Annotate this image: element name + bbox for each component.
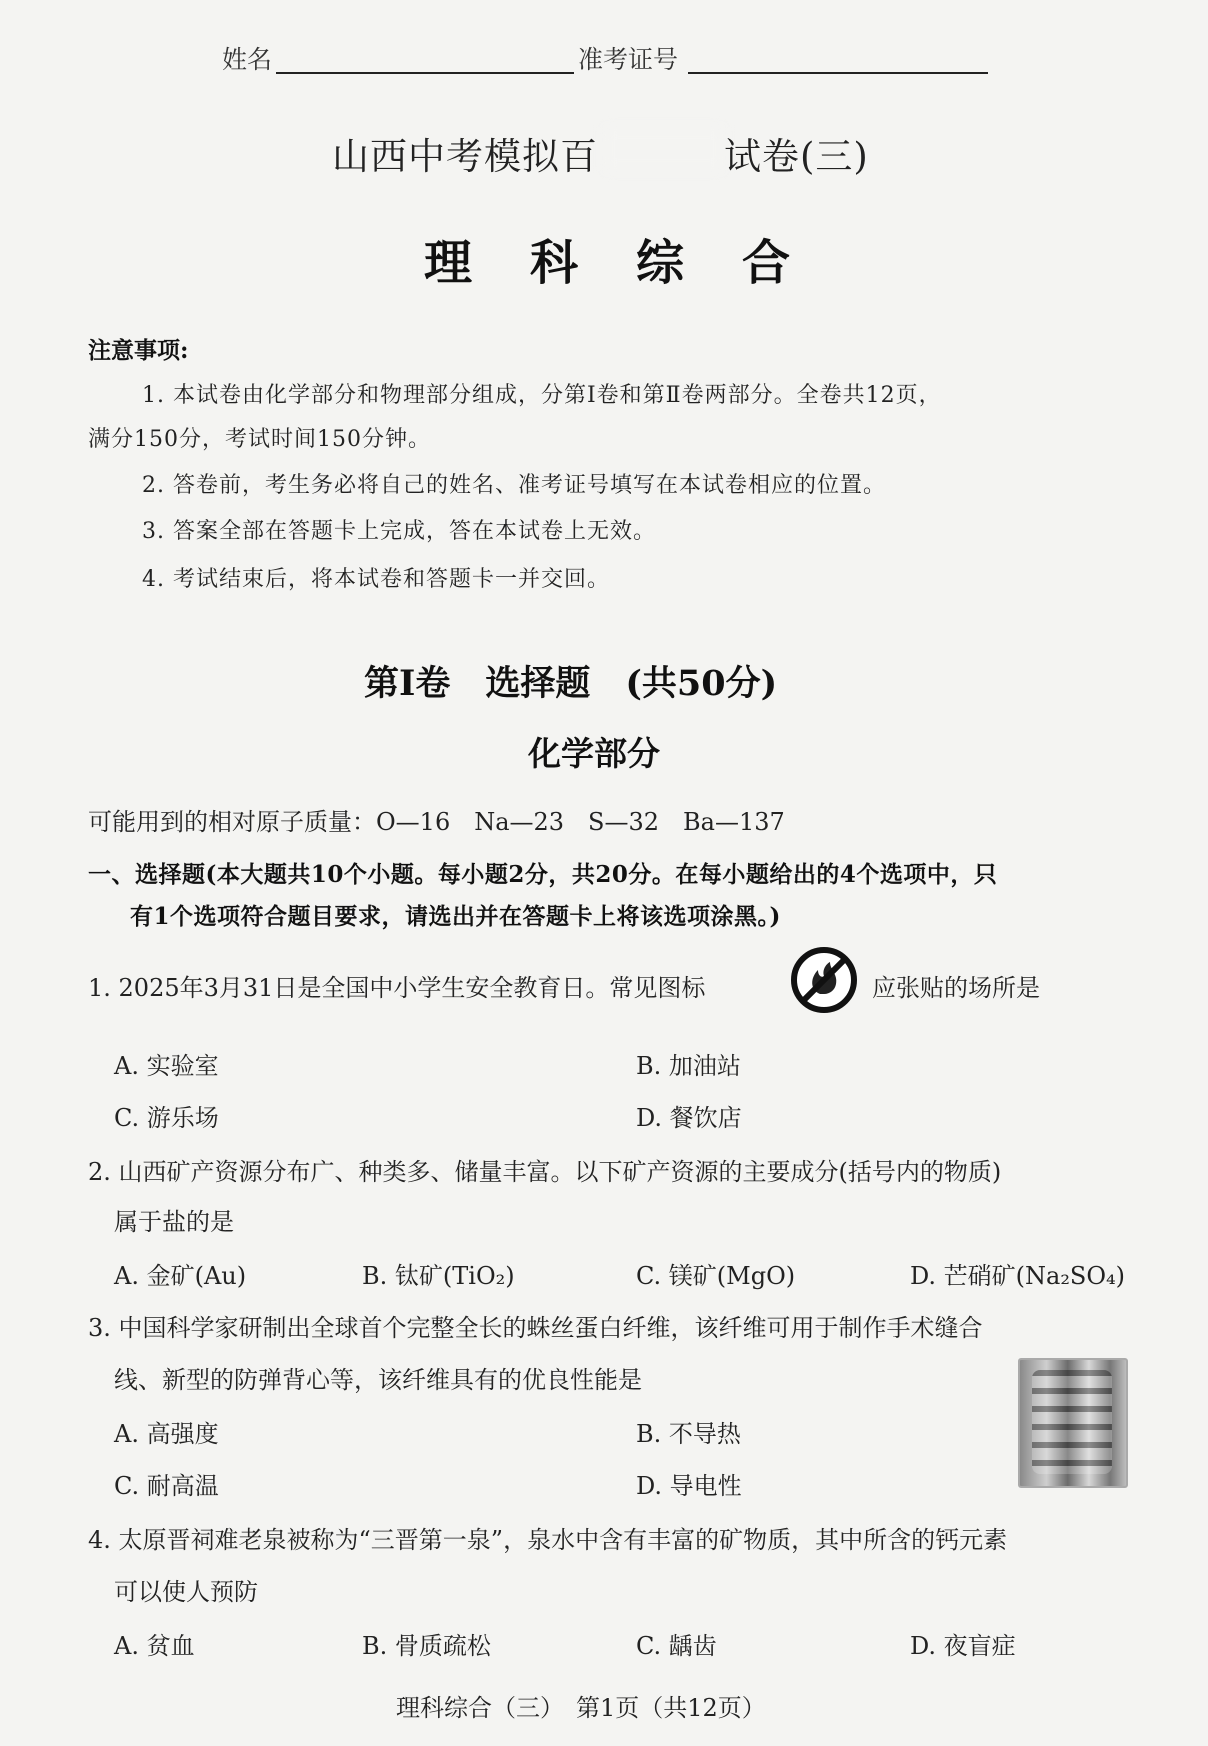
question-1-option-a[interactable]: A. 实验室 [114,1052,219,1080]
note-item: 2. 答卷前，考生务必将自己的姓名、准考证号填写在本试卷相应的位置。 [142,473,886,498]
note-item: 3. 答案全部在答题卡上完成，答在本试卷上无效。 [142,519,656,544]
section-title: 第Ⅰ卷 选择题 (共50分) [364,663,778,704]
exam-id-label: 准考证号 [578,45,679,74]
name-label: 姓名 [222,45,273,74]
page-footer: 理科综合（三） 第1页（共12页） [396,1694,766,1722]
note-item: 4. 考试结束后，将本试卷和答题卡一并交回。 [142,567,610,592]
note-item: 满分150分，考试时间150分钟。 [88,427,431,452]
question-4-stem: 4. 太原晋祠难老泉被称为“三晋第一泉”，泉水中含有丰富的矿物质，其中所含的钙元素 [88,1526,1008,1554]
question-3-option-b[interactable]: B. 不导热 [636,1420,741,1448]
question-4-stem-cont: 可以使人预防 [114,1578,258,1606]
blurred-title-region [604,128,724,170]
exam-title-right: 试卷(三) [724,135,869,178]
question-3-option-d[interactable]: D. 导电性 [636,1472,742,1500]
exam-id-field-line[interactable] [688,72,988,74]
question-4-option-a[interactable]: A. 贫血 [114,1632,195,1660]
question-4-option-b[interactable]: B. 骨质疏松 [362,1632,491,1660]
question-4-option-c[interactable]: C. 龋齿 [636,1632,717,1660]
question-1-stem-end: 应张贴的场所是 [872,974,1040,1002]
question-3-option-a[interactable]: A. 高强度 [114,1420,219,1448]
section-subtitle: 化学部分 [528,734,660,773]
question-2-option-c[interactable]: C. 镁矿(MgO) [636,1262,796,1290]
question-2-stem-cont: 属于盐的是 [114,1208,234,1236]
question-2-stem: 2. 山西矿产资源分布广、种类多、储量丰富。以下矿产资源的主要成分(括号内的物质) [88,1158,1002,1186]
note-item: 1. 本试卷由化学部分和物理部分组成，分第Ⅰ卷和第Ⅱ卷两部分。全卷共12页， [142,383,942,408]
exam-title-left: 山西中考模拟百 [332,135,598,178]
no-fire-sign-icon [790,946,858,1014]
notes-heading: 注意事项: [88,337,189,364]
question-1-option-d[interactable]: D. 餐饮店 [636,1104,742,1132]
question-2-option-b[interactable]: B. 钛矿(TiO₂) [362,1262,515,1290]
subject-title: 理科综合 [424,235,849,291]
atomic-mass-line: 可能用到的相对原子质量：O—16 Na—23 S—32 Ba—137 [88,808,785,836]
fiber-spools-detail [1032,1370,1112,1474]
name-field-line[interactable] [276,72,574,74]
instructions-line-2: 有1个选项符合题目要求，请选出并在答题卡上将该选项涂黑。) [130,903,781,930]
question-1-option-c[interactable]: C. 游乐场 [114,1104,219,1132]
question-3-option-c[interactable]: C. 耐高温 [114,1472,219,1500]
instructions-line-1: 一、选择题(本大题共10个小题。每小题2分，共20分。在每小题给出的4个选项中，只 [88,861,998,888]
question-3-stem: 3. 中国科学家研制出全球首个完整全长的蛛丝蛋白纤维，该纤维可用于制作手术缝合 [88,1314,983,1342]
question-3-stem-cont: 线、新型的防弹背心等，该纤维具有的优良性能是 [114,1366,642,1394]
question-4-option-d[interactable]: D. 夜盲症 [910,1632,1016,1660]
question-2-option-d[interactable]: D. 芒硝矿(Na₂SO₄) [910,1262,1126,1290]
question-1-option-b[interactable]: B. 加油站 [636,1052,741,1080]
question-1-stem: 1. 2025年3月31日是全国中小学生安全教育日。常见图标 [88,974,706,1002]
fiber-spools-photo [1018,1358,1128,1488]
question-2-option-a[interactable]: A. 金矿(Au) [114,1262,247,1290]
